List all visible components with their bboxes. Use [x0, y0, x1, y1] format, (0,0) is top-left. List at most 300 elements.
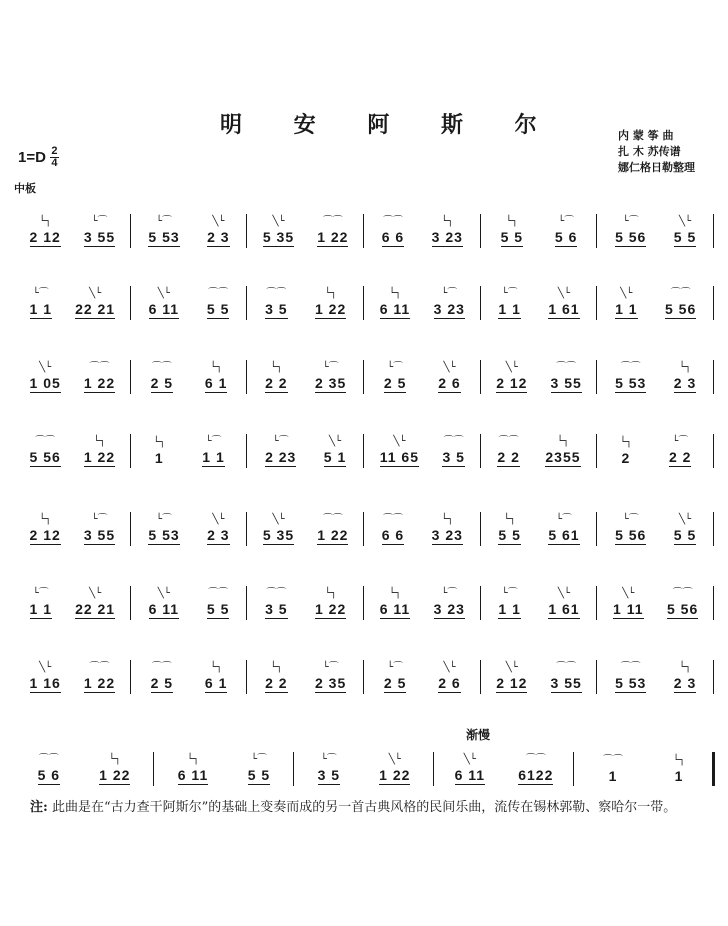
fingering-marks: ⌒⌒ [322, 216, 343, 227]
note-group: 1 1 [202, 449, 225, 465]
beat [265, 435, 296, 467]
beat [518, 753, 553, 785]
beat [603, 754, 623, 784]
fingering-marks: ╲└ [39, 362, 52, 373]
fingering-marks: └┐ [678, 662, 692, 673]
note-group: 1 22 [83, 675, 116, 691]
measure [247, 342, 364, 412]
measure [597, 196, 714, 266]
credit-origin: 内 蒙 筝 曲 [618, 129, 674, 142]
fingering-marks: ╲└ [89, 588, 102, 599]
beam-underline [432, 544, 463, 545]
key-label: 1=D [18, 149, 46, 166]
beam-underline [178, 784, 208, 785]
beat [99, 753, 130, 785]
measure [247, 568, 364, 638]
beat [202, 435, 224, 467]
beat [30, 361, 61, 393]
fingering-marks: └┐ [39, 514, 52, 525]
beat [615, 215, 646, 247]
note-group: 1 61 [548, 601, 580, 617]
beam-underline [498, 544, 520, 545]
fingering-marks: ⌒⌒ [208, 288, 229, 299]
fingering-marks: └⌒ [387, 362, 404, 373]
measure [14, 268, 131, 338]
fingering-marks: └┐ [108, 754, 121, 765]
note-group: 3 55 [550, 675, 582, 691]
beam-underline [498, 318, 520, 319]
beat [84, 361, 115, 393]
note-group: 2 2 [265, 375, 288, 391]
beat [207, 215, 229, 247]
beam-underline [205, 392, 227, 393]
fingering-marks: ╲└ [505, 362, 518, 373]
beat [501, 215, 523, 247]
barline [713, 512, 714, 546]
beam-underline [84, 692, 115, 693]
beat [615, 361, 646, 393]
note-group: 5 5 [206, 601, 230, 617]
note-group: 1 61 [548, 301, 580, 317]
fingering-marks: └┐ [388, 288, 401, 299]
staff-row [14, 416, 718, 486]
fingering-marks: ╲└ [157, 588, 170, 599]
staff-row [14, 494, 718, 564]
beam-underline [518, 784, 553, 785]
note-group: 3 23 [431, 229, 463, 245]
note-group: 5 35 [262, 229, 295, 245]
measure [14, 494, 131, 564]
note-group: 5 56 [29, 449, 61, 465]
fingering-marks: ╲└ [39, 662, 52, 673]
note-group: 2 2 [265, 675, 288, 691]
note-group: 1 1 [498, 601, 521, 617]
beat [315, 587, 346, 619]
key-signature [18, 146, 59, 169]
fingering-marks: ╲└ [678, 216, 692, 227]
note-group: 5 5 [673, 527, 697, 543]
beat [380, 435, 419, 467]
fingering-marks: ╲└ [557, 588, 570, 599]
measure [14, 416, 131, 486]
fingering-marks: ⌒⌒ [38, 754, 59, 765]
beam-underline [496, 392, 527, 393]
beam-underline [667, 618, 698, 619]
beat [548, 287, 579, 319]
beat [673, 754, 685, 784]
fingering-marks: ⌒⌒ [382, 216, 403, 227]
beam-underline [248, 784, 270, 785]
fingering-marks: └⌒ [250, 754, 267, 765]
fingering-marks: ╲└ [89, 288, 102, 299]
beam-underline [263, 246, 294, 247]
note-group: 2 2 [668, 449, 692, 465]
measure [574, 734, 714, 804]
beam-underline [265, 466, 296, 467]
tempo-marking: 中板 [14, 182, 36, 195]
beam-underline [615, 392, 646, 393]
fingering-marks: └┐ [556, 436, 569, 447]
beat [265, 587, 287, 619]
measure [247, 416, 364, 486]
fingering-marks: ⌒⌒ [525, 754, 546, 765]
note-group: 1 22 [315, 601, 347, 617]
beat [551, 661, 582, 693]
beat [551, 361, 582, 393]
measure [131, 196, 248, 266]
beat [317, 215, 348, 247]
note-group: 1 22 [317, 229, 349, 245]
beat [207, 513, 229, 545]
measure [481, 268, 598, 338]
fingering-marks: └┐ [324, 288, 337, 299]
measure [597, 342, 714, 412]
beat [84, 215, 115, 247]
note-group: 2 35 [315, 675, 347, 691]
note-group: 3 23 [433, 601, 465, 617]
beam-underline [84, 392, 115, 393]
beam-underline [84, 466, 115, 467]
fingering-marks: ╲└ [272, 514, 285, 525]
credit-arranger: 娜仁格日勒整理 [618, 161, 695, 174]
fingering-marks: └⌒ [501, 588, 518, 599]
note-group: 2 3 [673, 375, 697, 391]
beat [615, 661, 646, 693]
note-group: 5 5 [247, 767, 271, 783]
fingering-marks: └┐ [324, 588, 337, 599]
beat [84, 513, 115, 545]
footnote-text: 此曲是在“古力查干阿斯尔”的基础上变奏而成的另一首古典风格的民间乐曲，流传在锡林郭勒、察哈尔一带。 [51, 800, 677, 815]
beam-underline [202, 466, 224, 467]
beat [30, 513, 61, 545]
beat [615, 287, 637, 319]
fingering-marks: └⌒ [91, 216, 108, 227]
beam-underline [555, 246, 577, 247]
barline [713, 586, 714, 620]
staff-row [14, 734, 718, 804]
beat [30, 287, 52, 319]
note-group: 1 22 [379, 767, 411, 783]
fingering-marks: └⌒ [205, 436, 222, 447]
measure [14, 196, 131, 266]
note-group: 6 11 [379, 301, 411, 317]
note-group: 5 5 [500, 229, 524, 245]
beat [30, 435, 61, 467]
measure [364, 416, 481, 486]
fingering-marks: └⌒ [322, 662, 339, 673]
beat [149, 287, 179, 319]
fingering-marks: └⌒ [91, 514, 108, 525]
beam-underline [30, 544, 61, 545]
fingering-marks: ╲└ [328, 436, 342, 447]
fingering-marks: ⌒⌒ [266, 288, 287, 299]
fingering-marks: └⌒ [622, 216, 639, 227]
fingering-marks: ⌒⌒ [620, 662, 641, 673]
fingering-marks: └⌒ [441, 288, 458, 299]
note-group: 1 16 [29, 675, 61, 691]
note-group: 5 56 [666, 601, 699, 617]
beam-underline [382, 246, 404, 247]
beam-underline [149, 618, 179, 619]
beat [30, 587, 52, 619]
measure [364, 342, 481, 412]
note-group: 2 6 [438, 375, 461, 391]
beam-underline [384, 392, 406, 393]
note-group: 2355 [545, 449, 581, 465]
measure [131, 642, 248, 712]
beam-underline [548, 618, 579, 619]
beam-underline [434, 618, 465, 619]
beat [545, 435, 580, 467]
note-group: 5 61 [548, 527, 580, 543]
beat [380, 287, 410, 319]
note-group: 22 21 [75, 301, 116, 317]
measure [14, 342, 131, 412]
beat [442, 435, 464, 467]
beam-underline [501, 246, 523, 247]
beam-underline [317, 246, 348, 247]
beam-underline [265, 618, 287, 619]
time-bottom: 4 [51, 157, 58, 169]
beam-underline [151, 692, 173, 693]
beam-underline [438, 692, 460, 693]
beam-underline [455, 784, 485, 785]
note-group: 3 55 [83, 229, 116, 245]
beam-underline [265, 318, 287, 319]
fingering-marks: └⌒ [322, 362, 339, 373]
note-group: 1 05 [29, 375, 61, 391]
beam-underline [207, 246, 229, 247]
beat [384, 661, 406, 693]
beam-underline [548, 318, 579, 319]
beam-underline [615, 544, 646, 545]
beam-underline [380, 318, 410, 319]
fingering-marks: ╲└ [443, 362, 456, 373]
beat [432, 215, 463, 247]
beat [434, 587, 465, 619]
measure [14, 642, 131, 712]
beam-underline [148, 544, 179, 545]
measure [247, 494, 364, 564]
measure [481, 196, 598, 266]
time-signature [50, 146, 59, 169]
measure [154, 734, 294, 804]
beam-underline [613, 618, 643, 619]
note-group: 3 5 [442, 449, 465, 465]
note-group: 1 1 [29, 301, 52, 317]
note-group: 2 5 [150, 675, 174, 691]
beat [205, 361, 227, 393]
fingering-marks: └⌒ [441, 588, 458, 599]
barline [713, 214, 714, 248]
beam-underline [38, 784, 60, 785]
note-group: 3 5 [265, 601, 288, 617]
beam-underline [207, 544, 229, 545]
fingering-marks: ╲└ [463, 754, 476, 765]
beat [384, 361, 406, 393]
fingering-marks: └┐ [93, 436, 106, 447]
beat [149, 587, 179, 619]
note-group: 2 3 [207, 527, 230, 543]
beam-underline [151, 392, 173, 393]
note-group: 5 6 [37, 767, 61, 783]
note-group: 5 53 [615, 675, 647, 691]
beam-underline [315, 318, 346, 319]
beam-underline [265, 692, 287, 693]
beam-underline [84, 544, 115, 545]
measure [597, 268, 714, 338]
note-group: 5 53 [148, 229, 180, 245]
beat [265, 361, 287, 393]
beam-underline [99, 784, 130, 785]
footnote [30, 796, 720, 820]
beat [674, 661, 696, 693]
fingering-marks: ⌒⌒ [443, 436, 464, 447]
beat [497, 435, 519, 467]
fingering-marks: └⌒ [555, 514, 572, 525]
beat [265, 287, 287, 319]
credit-transmitter: 扎 木 苏传谱 [618, 145, 681, 158]
beam-underline [30, 466, 61, 467]
fingering-marks: └⌒ [558, 216, 575, 227]
beam-underline [674, 246, 696, 247]
beat [265, 661, 287, 693]
beam-underline [315, 692, 346, 693]
fingering-marks: ╲└ [678, 514, 692, 525]
beam-underline [382, 544, 404, 545]
beat [674, 215, 696, 247]
note-group: 3 55 [83, 527, 116, 543]
measure [131, 416, 248, 486]
beat [379, 753, 410, 785]
fingering-marks: └┐ [441, 216, 454, 227]
note-group: 1 1 [498, 301, 521, 317]
beam-underline [324, 466, 346, 467]
beam-underline [551, 392, 582, 393]
beam-underline [207, 618, 229, 619]
note-group: 2 [621, 450, 631, 466]
measure [247, 642, 364, 712]
beat [38, 753, 60, 785]
note-group: 2 3 [673, 675, 697, 691]
note-group: 3 5 [265, 301, 288, 317]
beat [620, 436, 632, 466]
fingering-marks: ⌒⌒ [151, 662, 172, 673]
beat [674, 513, 696, 545]
beam-underline [545, 466, 580, 467]
fingering-marks: ⌒⌒ [602, 755, 623, 766]
note-group: 1 [674, 768, 684, 784]
beam-underline [149, 318, 179, 319]
fingering-marks: ⌒⌒ [620, 362, 641, 373]
note-group: 2 2 [497, 449, 520, 465]
note-group: 5 5 [206, 301, 230, 317]
barline [713, 434, 714, 468]
beam-underline [30, 618, 52, 619]
note-group: 3 55 [550, 375, 582, 391]
fingering-marks: ⌒⌒ [672, 588, 693, 599]
fingering-marks: └┐ [210, 362, 223, 373]
beam-underline [434, 318, 465, 319]
fingering-marks: ╲└ [388, 754, 401, 765]
note-group: 1 22 [315, 301, 347, 317]
beat [498, 513, 520, 545]
beat [30, 661, 61, 693]
time-top: 2 [51, 145, 58, 157]
note-group: 1 1 [615, 301, 638, 317]
beat [153, 436, 165, 466]
note-group: 5 5 [673, 229, 697, 245]
fingering-marks: ╲└ [272, 216, 285, 227]
measure [597, 416, 714, 486]
staff-row [14, 196, 718, 266]
fingering-marks: ⌒⌒ [556, 662, 577, 673]
barline [713, 360, 714, 394]
tempo-change-marking: 渐慢 [466, 728, 491, 742]
beam-underline [318, 784, 340, 785]
beam-underline [30, 246, 61, 247]
beam-underline [380, 466, 419, 467]
beam-underline [75, 318, 115, 319]
measure [597, 568, 714, 638]
beam-underline [207, 318, 229, 319]
fingering-marks: └┐ [441, 514, 454, 525]
beam-underline [497, 466, 519, 467]
fingering-marks: └┐ [672, 755, 685, 766]
beam-underline [315, 392, 346, 393]
note-group: 1 11 [613, 601, 644, 617]
fingering-marks: ╲└ [212, 216, 225, 227]
note-group: 6 11 [148, 601, 180, 617]
note-group: 6122 [518, 767, 554, 783]
beat [315, 661, 346, 693]
beam-underline [665, 318, 696, 319]
beam-underline [84, 246, 115, 247]
barline [713, 286, 714, 320]
beat [382, 513, 404, 545]
fingering-marks: └┐ [388, 588, 401, 599]
measure [481, 494, 598, 564]
beat [148, 513, 179, 545]
measure [364, 642, 481, 712]
measure [481, 642, 598, 712]
beat [148, 215, 179, 247]
credits [618, 128, 695, 176]
note-group: 22 21 [75, 601, 116, 617]
fingering-marks: ⌒⌒ [670, 288, 691, 299]
measure [481, 568, 598, 638]
beat [615, 513, 646, 545]
beat [498, 287, 520, 319]
fingering-marks: └⌒ [501, 288, 518, 299]
note-group: 11 65 [379, 449, 419, 465]
fingering-marks: └⌒ [320, 754, 337, 765]
fingering-marks: ╲└ [505, 662, 518, 673]
beam-underline [551, 692, 582, 693]
fingering-marks: └⌒ [156, 216, 173, 227]
note-group: 2 5 [383, 675, 407, 691]
fingering-marks: └┐ [39, 216, 52, 227]
footnote-label: 注: [30, 800, 48, 815]
note-group: 2 6 [438, 675, 461, 691]
measure [294, 734, 434, 804]
fingering-marks: ⌒⌒ [266, 588, 287, 599]
fingering-marks: └┐ [678, 362, 692, 373]
note-group: 2 12 [496, 675, 528, 691]
fingering-marks: └┐ [270, 362, 283, 373]
fingering-marks: ⌒⌒ [89, 662, 110, 673]
fingering-marks: └⌒ [622, 514, 639, 525]
